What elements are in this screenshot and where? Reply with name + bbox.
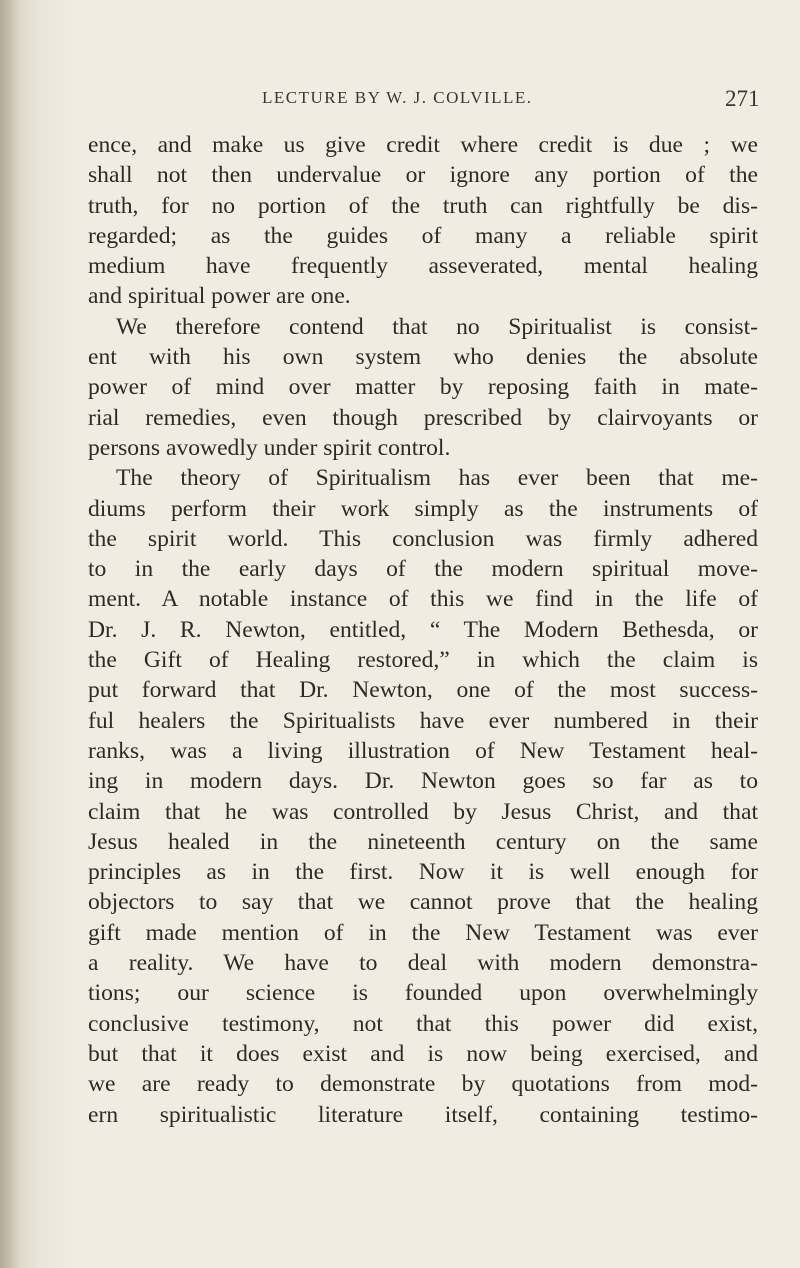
text-line: conclusive testimony, not that this power did exist,	[88, 1010, 758, 1037]
text-line: regarded; as the guides of many a reliable spirit	[88, 222, 758, 249]
text-line: ence, and make us give credit where credit is due ; we	[88, 132, 758, 158]
text-line: but that it does exist and is now being exercised, and	[88, 1040, 758, 1067]
text-line: principles as in the first. Now it is well enough for	[88, 859, 758, 886]
text-line: persons avowedly under spirit control.	[88, 434, 451, 461]
text-line: ful healers the Spiritualists have ever numbered in their	[88, 707, 758, 734]
paragraph	[88, 130, 758, 312]
text-line: rial remedies, even though prescribed by clairvoyants or	[88, 404, 758, 431]
text-line: objectors to say that we cannot prove that the healing	[88, 889, 758, 916]
body-text	[88, 130, 758, 1130]
text-line: diums perform their work simply as the instruments of	[88, 495, 758, 522]
running-title: LECTURE BY W. J. COLVILLE.	[262, 88, 533, 107]
paragraph	[88, 312, 758, 463]
text-line: claim that he was controlled by Jesus Christ, and that	[88, 798, 758, 825]
text-line: the spirit world. This conclusion was firmly adhered	[88, 525, 758, 552]
text-line: ern spiritualistic literature itself, containing testimo-	[88, 1101, 758, 1128]
text-line: ment. A notable instance of this we find in the life of	[88, 586, 758, 613]
text-line: medium have frequently asseverated, mental healing	[88, 253, 758, 280]
running-head	[0, 86, 800, 116]
text-line: ranks, was a living illustration of New Testament heal-	[88, 737, 758, 764]
text-line: and spiritual power are one.	[88, 283, 351, 310]
text-line: gift made mention of in the New Testament was ever	[88, 919, 758, 946]
text-line: tions; our science is founded upon overwhelmingly	[88, 980, 758, 1007]
page-number: 271	[725, 86, 760, 111]
text-line: put forward that Dr. Newton, one of the most success-	[88, 677, 758, 704]
text-line: We therefore contend that no Spiritualist is consist-	[116, 313, 758, 340]
text-line: The theory of Spiritualism has ever been that me-	[116, 465, 758, 492]
text-line: power of mind over matter by reposing faith in mate-	[88, 374, 758, 401]
paragraph	[88, 463, 758, 1130]
text-line: ent with his own system who denies the absolute	[88, 344, 758, 371]
gutter-shadow	[0, 0, 20, 1268]
text-line: shall not then undervalue or ignore any portion of the	[88, 162, 758, 189]
text-line: Dr. J. R. Newton, entitled, “ The Modern Bethesda, or	[88, 616, 758, 643]
text-line: Jesus healed in the nineteenth century on the same	[88, 828, 758, 855]
text-line: truth, for no portion of the truth can rightfully be dis-	[88, 192, 758, 219]
text-line: ing in modern days. Dr. Newton goes so far as to	[88, 768, 758, 795]
text-line: the Gift of Healing restored,” in which the claim is	[88, 647, 758, 674]
text-line: to in the early days of the modern spiritual move-	[88, 556, 758, 583]
text-line: we are ready to demonstrate by quotations from mod-	[88, 1071, 758, 1098]
text-line: a reality. We have to deal with modern demonstra-	[88, 950, 758, 977]
